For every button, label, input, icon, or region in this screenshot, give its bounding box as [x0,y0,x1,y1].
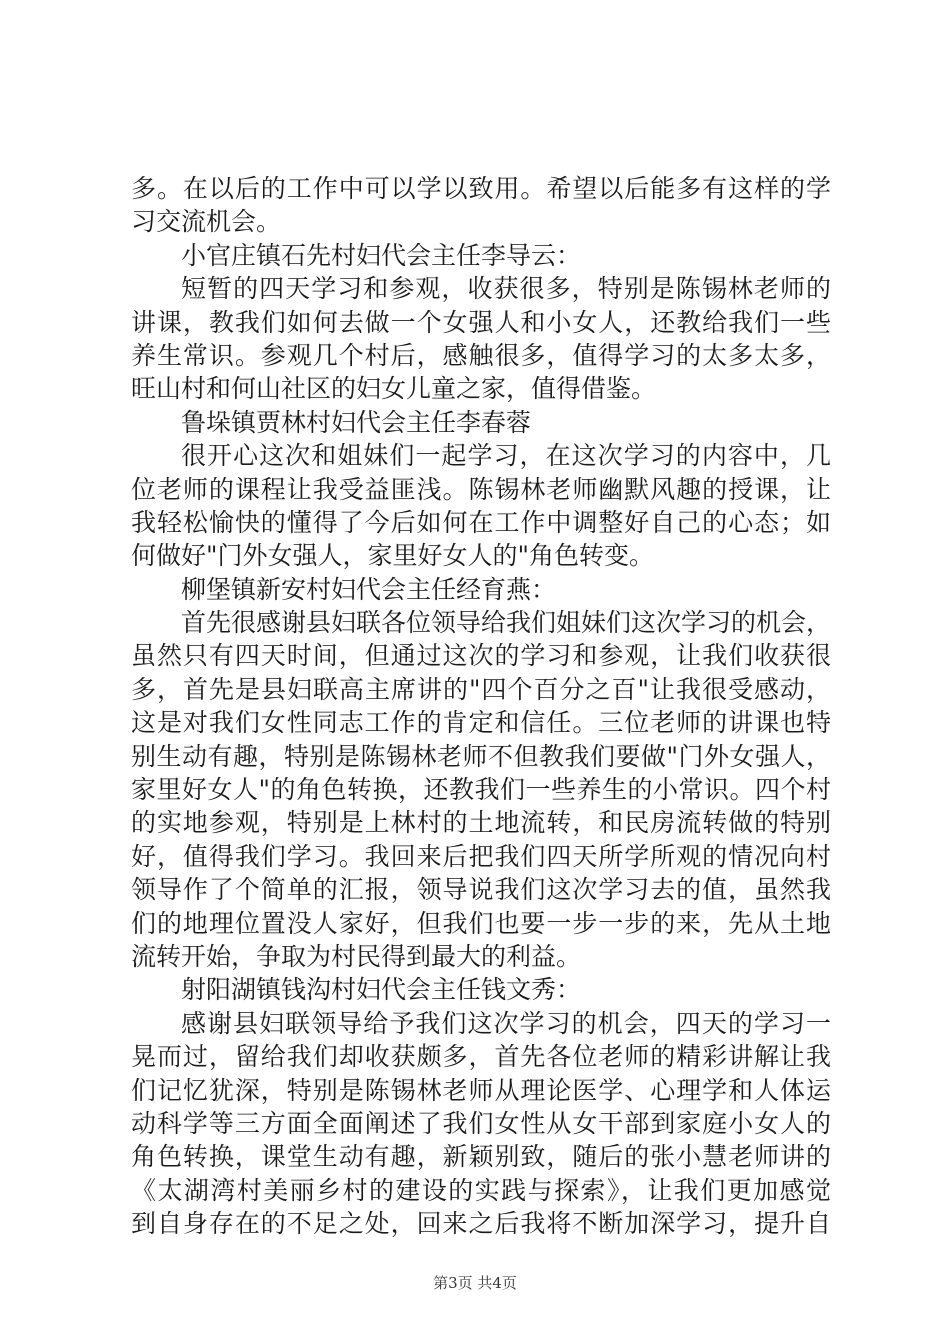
page-footer: 第3页 共4页 [433,1274,517,1292]
text-line: 领导作了个简单的汇报，领导说我们这次学习去的值，虽然我 [131,875,831,905]
text-line: 这是对我们女性同志工作的肯定和信任。三位老师的讲课也特 [131,708,831,738]
text-line: 位老师的课程让我受益匪浅。陈锡林老师幽默风趣的授课，让 [131,474,831,504]
text-line: 柳堡镇新安村妇代会主任经育燕： [181,574,557,604]
document-body [131,172,831,1241]
text-line: 的实地参观，特别是上林村的土地流转，和民房流转做的特别 [131,808,831,838]
text-line: 到自身存在的不足之处，回来之后我将不断加深学习，提升自 [131,1209,831,1239]
text-line: 很开心这次和姐妹们一起学习，在这次学习的内容中，几 [181,441,831,471]
text-line: 们记忆犹深，特别是陈锡林老师从理论医学、心理学和人体运 [131,1075,831,1105]
text-line: 动科学等三方面全面阐述了我们女性从女干部到家庭小女人的 [131,1108,831,1138]
text-line: 好，值得我们学习。我回来后把我们四天所学所观的情况向村 [131,841,831,871]
text-line: 短暂的四天学习和参观，收获很多，特别是陈锡林老师的 [181,274,831,304]
text-line: 家里好女人"的角色转换，还教我们一些养生的小常识。四个村 [131,775,831,805]
text-line: 们的地理位置没人家好，但我们也要一步一步的来，先从土地 [131,908,831,938]
text-line: 《太湖湾村美丽乡村的建设的实践与探索》，让我们更加感觉 [131,1175,831,1205]
text-line: 射阳湖镇钱沟村妇代会主任钱文秀： [181,975,582,1005]
text-line: 别生动有趣，特别是陈锡林老师不但教我们要做"门外女强人， [131,741,831,771]
text-line: 虽然只有四天时间，但通过这次的学习和参观，让我们收获很 [131,641,831,671]
text-line: 多，首先是县妇联高主席讲的"四个百分之百"让我很受感动， [131,674,831,704]
text-line: 感谢县妇联领导给予我们这次学习的机会，四天的学习一 [181,1008,831,1038]
text-line: 我轻松愉快的懂得了今后如何在工作中调整好自己的心态；如 [131,507,831,537]
text-line: 多。在以后的工作中可以学以致用。希望以后能多有这样的学 [131,174,831,203]
text-line: 鲁垛镇贾林村妇代会主任李春蓉 [181,407,532,437]
text-line: 讲课，教我们如何去做一个女强人和小女人，还教给我们一些 [131,307,831,337]
text-line: 流转开始，争取为村民得到最大的利益。 [131,941,582,971]
text-line: 角色转换，课堂生动有趣，新颖别致，随后的张小慧老师讲的 [131,1142,831,1172]
text-line: 首先很感谢县妇联各位领导给我们姐妹们这次学习的机会， [181,608,832,638]
text-line: 小官庄镇石先村妇代会主任李导云： [181,240,582,270]
text-line: 习交流机会。 [131,207,282,237]
text-line: 养生常识。参观几个村后，感触很多，值得学习的太多太多， [131,340,831,370]
text-line: 何做好"门外女强人，家里好女人的"角色转变。 [131,541,654,571]
text-line: 晃而过，留给我们却收获颇多，首先各位老师的精彩讲解让我 [131,1042,831,1072]
text-line: 旺山村和何山社区的妇女儿童之家，值得借鉴。 [131,374,657,404]
